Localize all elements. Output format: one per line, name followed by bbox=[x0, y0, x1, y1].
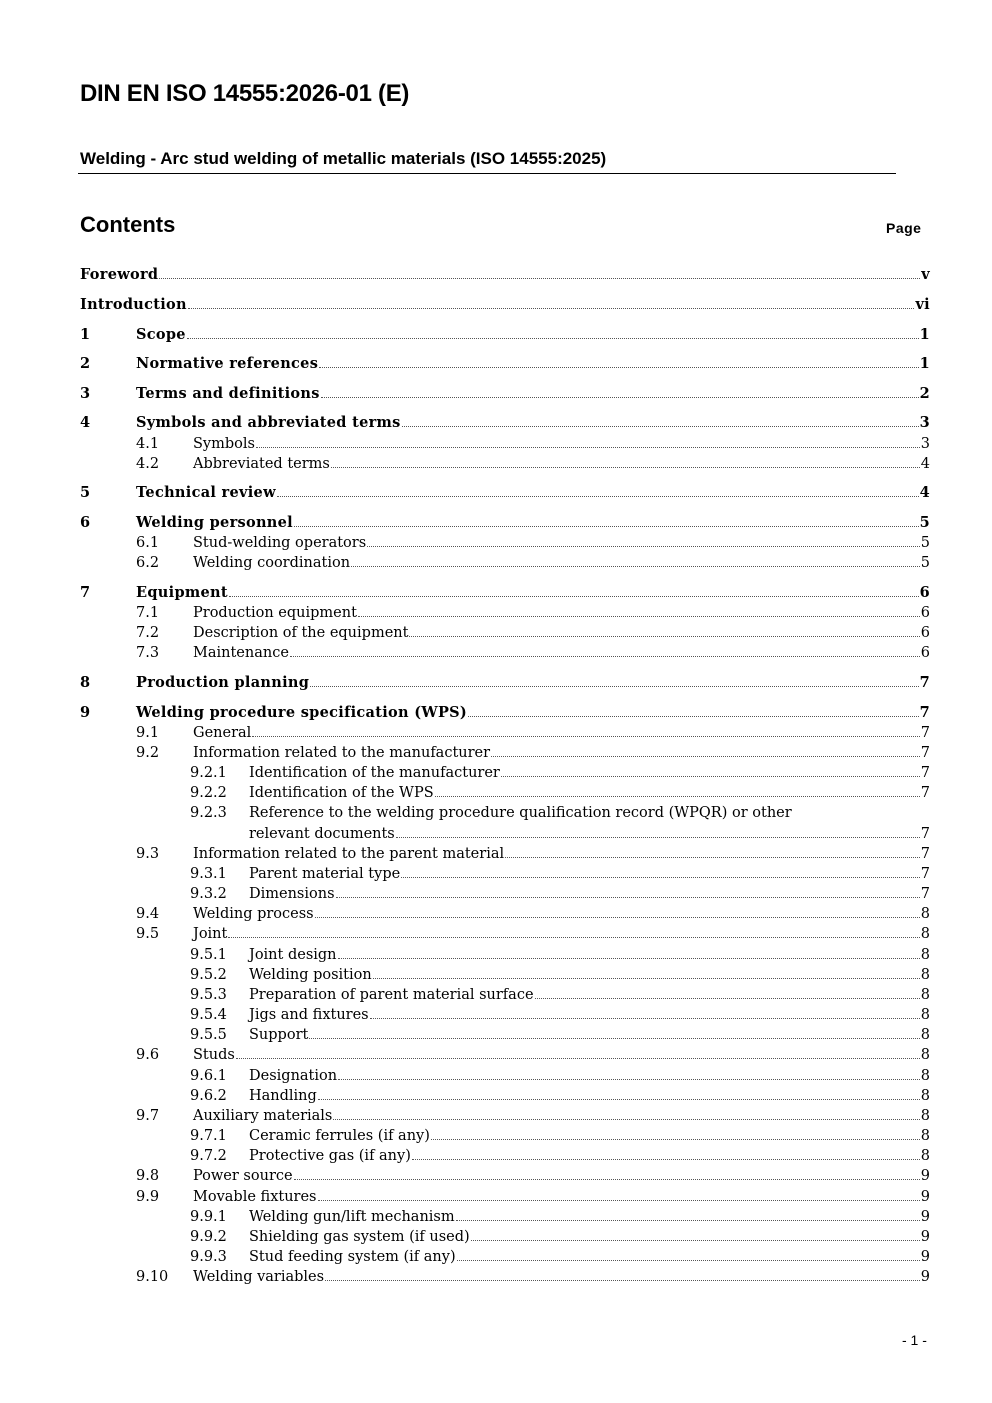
toc-entry-page: 6 bbox=[919, 584, 930, 601]
toc-entry-title: Handling bbox=[249, 1088, 317, 1104]
toc-entry-number: 9.5.2 bbox=[190, 967, 227, 983]
toc-entry-title-line bbox=[249, 965, 930, 985]
toc-entry-title-line bbox=[136, 703, 930, 723]
toc-entry-number: 7.2 bbox=[136, 625, 160, 641]
toc-entry-title-line bbox=[80, 265, 930, 285]
toc-entry[interactable] bbox=[0, 454, 992, 474]
dot-leader bbox=[228, 937, 919, 938]
toc-entry-page: 3 bbox=[919, 414, 930, 431]
dot-leader bbox=[333, 1119, 919, 1120]
dot-leader bbox=[412, 1159, 920, 1160]
dot-leader bbox=[318, 1200, 920, 1201]
toc-entry-number: 9.7.2 bbox=[190, 1148, 227, 1164]
toc-entry-title-line bbox=[136, 413, 930, 433]
toc-entry[interactable] bbox=[0, 265, 992, 285]
toc-entry[interactable] bbox=[0, 673, 992, 693]
document-title: DIN EN ISO 14555:2026-01 (E) bbox=[80, 80, 410, 107]
toc-entry-title-line bbox=[249, 1005, 930, 1025]
toc-entry[interactable] bbox=[0, 553, 992, 573]
toc-entry-title-line bbox=[193, 924, 930, 944]
dot-leader bbox=[373, 978, 920, 979]
toc-entry-title-line bbox=[136, 325, 930, 345]
toc-entry-title: Welding variables bbox=[193, 1269, 325, 1285]
toc-entry[interactable] bbox=[0, 384, 992, 404]
toc-entry-page: 9 bbox=[920, 1269, 930, 1285]
toc-entry-number: 7.3 bbox=[136, 645, 160, 661]
toc-entry-title-line bbox=[136, 384, 930, 404]
toc-entry-title: Jigs and fixtures bbox=[249, 1007, 369, 1023]
dot-leader bbox=[229, 596, 919, 597]
dot-leader bbox=[457, 1260, 920, 1261]
toc-entry-number: 9.5.1 bbox=[190, 947, 227, 963]
toc-entry[interactable] bbox=[0, 1207, 992, 1227]
toc-entry-page: 1 bbox=[919, 355, 930, 372]
dot-leader bbox=[319, 367, 918, 368]
toc-entry-title-line bbox=[193, 553, 930, 573]
toc-entry-title: Preparation of parent material surface bbox=[249, 987, 534, 1003]
toc-entry-page: 7 bbox=[920, 826, 930, 842]
toc-entry-number: 9.3 bbox=[136, 846, 160, 862]
toc-entry-page: 9 bbox=[920, 1249, 930, 1265]
toc-entry-page: 7 bbox=[920, 866, 930, 882]
toc-entry-title-line bbox=[249, 1227, 930, 1247]
toc-entry-page: v bbox=[921, 266, 930, 283]
toc-entry-title: Symbols and abbreviated terms bbox=[136, 414, 401, 431]
toc-entry-page: vi bbox=[915, 296, 930, 313]
toc-entry[interactable] bbox=[0, 924, 992, 944]
dot-leader bbox=[252, 736, 919, 737]
page-column-heading: Page bbox=[886, 220, 922, 236]
toc-entry[interactable] bbox=[0, 763, 992, 783]
dot-leader bbox=[318, 1099, 920, 1100]
dot-leader bbox=[236, 1058, 920, 1059]
toc-entry[interactable] bbox=[0, 1126, 992, 1146]
toc-entry[interactable] bbox=[0, 643, 992, 663]
dot-leader bbox=[336, 897, 920, 898]
toc-entry-title-line bbox=[193, 434, 930, 454]
toc-entry-number: 9.9.2 bbox=[190, 1229, 227, 1245]
toc-entry-number: 9.2.3 bbox=[190, 805, 227, 821]
toc-entry-page: 7 bbox=[920, 765, 930, 781]
toc-entry-page: 7 bbox=[919, 674, 930, 691]
toc-entry[interactable] bbox=[0, 295, 992, 315]
toc-entry-page: 5 bbox=[920, 535, 930, 551]
toc-entry[interactable] bbox=[0, 1045, 992, 1065]
toc-entry-page: 9 bbox=[920, 1189, 930, 1205]
toc-entry-title: Welding personnel bbox=[136, 514, 293, 531]
toc-entry-number: 1 bbox=[80, 326, 91, 343]
toc-entry[interactable] bbox=[0, 904, 992, 924]
toc-entry-page: 7 bbox=[920, 785, 930, 801]
dot-leader bbox=[256, 447, 920, 448]
toc-entry-page: 5 bbox=[919, 514, 930, 531]
toc-entry-title: Abbreviated terms bbox=[193, 456, 330, 472]
toc-entry-title-line bbox=[193, 1106, 930, 1126]
dot-leader bbox=[370, 1018, 920, 1019]
toc-entry[interactable] bbox=[0, 1005, 992, 1025]
toc-entry-title-line bbox=[249, 884, 930, 904]
dot-leader bbox=[331, 467, 920, 468]
toc-entry-number: 9.3.1 bbox=[190, 866, 227, 882]
toc-entry-title: Ceramic ferrules (if any) bbox=[249, 1128, 430, 1144]
toc-entry-page: 8 bbox=[920, 1128, 930, 1144]
toc-entry[interactable] bbox=[0, 434, 992, 454]
toc-entry-title: Welding procedure specification (WPS) bbox=[136, 704, 468, 721]
toc-entry[interactable] bbox=[0, 325, 992, 345]
document-subtitle: Welding - Arc stud welding of metallic materials (ISO 14555:2025) bbox=[80, 149, 607, 168]
toc-entry[interactable] bbox=[0, 805, 992, 844]
dot-leader bbox=[188, 308, 915, 309]
toc-entry-title-line bbox=[193, 1045, 930, 1065]
toc-entry[interactable] bbox=[0, 1066, 992, 1086]
toc-entry-title: Parent material type bbox=[249, 866, 401, 882]
toc-entry-page: 9 bbox=[920, 1229, 930, 1245]
toc-entry-number: 9.8 bbox=[136, 1168, 160, 1184]
toc-entry[interactable] bbox=[0, 723, 992, 743]
toc-entry-number: 9.9 bbox=[136, 1189, 160, 1205]
toc-entry[interactable] bbox=[0, 1166, 992, 1186]
toc-entry-number: 6.1 bbox=[136, 535, 160, 551]
toc-entry-title: Stud-welding operators bbox=[193, 535, 367, 551]
toc-entry-page: 8 bbox=[920, 906, 930, 922]
toc-entry[interactable] bbox=[0, 1086, 992, 1106]
toc-entry-title: Identification of the manufacturer bbox=[249, 765, 500, 781]
toc-entry-title-line bbox=[249, 824, 930, 844]
toc-entry-title: Production planning bbox=[136, 674, 310, 691]
toc-entry-title-line bbox=[249, 783, 930, 803]
toc-entry[interactable] bbox=[0, 844, 992, 864]
toc-entry-page: 7 bbox=[920, 846, 930, 862]
toc-entry[interactable] bbox=[0, 483, 992, 503]
toc-entry-number: 7.1 bbox=[136, 605, 160, 621]
toc-entry-title-line bbox=[193, 1267, 930, 1287]
toc-entry-title-line bbox=[136, 513, 930, 533]
toc-entry-title-first-line: Reference to the welding procedure qualification record (WPQR) or other bbox=[249, 805, 792, 821]
toc-entry-title: Terms and definitions bbox=[136, 385, 320, 402]
toc-entry-page: 9 bbox=[920, 1209, 930, 1225]
toc-entry-title-line bbox=[193, 844, 930, 864]
toc-entry-title: Scope bbox=[136, 326, 186, 343]
toc-entry-page: 8 bbox=[920, 1108, 930, 1124]
toc-entry-title: Welding process bbox=[193, 906, 314, 922]
toc-entry[interactable] bbox=[0, 1227, 992, 1247]
toc-entry[interactable] bbox=[0, 985, 992, 1005]
dot-leader bbox=[435, 796, 920, 797]
toc-entry-title-line bbox=[193, 643, 930, 663]
toc-entry-title-line bbox=[136, 483, 930, 503]
toc-entry-title: Introduction bbox=[80, 296, 187, 313]
toc-entry-number: 9.7 bbox=[136, 1108, 160, 1124]
toc-entry-title-line bbox=[249, 1126, 930, 1146]
toc-entry-title-line bbox=[136, 583, 930, 603]
toc-entry-title-line bbox=[136, 673, 930, 693]
toc-entry[interactable] bbox=[0, 533, 992, 553]
toc-entry-page: 7 bbox=[920, 745, 930, 761]
toc-entry-title-line bbox=[193, 603, 930, 623]
toc-entry[interactable] bbox=[0, 1025, 992, 1045]
toc-entry-number: 9.5.4 bbox=[190, 1007, 227, 1023]
toc-entry-title-line bbox=[193, 1187, 930, 1207]
dot-leader bbox=[290, 656, 920, 657]
dot-leader bbox=[321, 397, 919, 398]
toc-entry-page: 9 bbox=[920, 1168, 930, 1184]
toc-entry-title-line bbox=[193, 723, 930, 743]
toc-entry-page: 7 bbox=[920, 725, 930, 741]
toc-entry-number: 9.9.3 bbox=[190, 1249, 227, 1265]
dot-leader bbox=[309, 1038, 919, 1039]
toc-entry-title: Power source bbox=[193, 1168, 293, 1184]
toc-entry-number: 3 bbox=[80, 385, 91, 402]
toc-entry-number: 9 bbox=[80, 704, 91, 721]
dot-leader bbox=[315, 917, 920, 918]
toc-entry[interactable] bbox=[0, 1247, 992, 1267]
toc-entry-title: Studs bbox=[193, 1047, 235, 1063]
toc-entry-number: 9.4 bbox=[136, 906, 160, 922]
toc-entry[interactable] bbox=[0, 603, 992, 623]
toc-entry-title-line bbox=[193, 454, 930, 474]
toc-entry-number: 6.2 bbox=[136, 555, 160, 571]
dot-leader bbox=[310, 686, 918, 687]
toc-entry[interactable] bbox=[0, 583, 992, 603]
dot-leader bbox=[396, 837, 920, 838]
toc-entry-page: 8 bbox=[920, 967, 930, 983]
dot-leader bbox=[367, 546, 920, 547]
toc-entry-number: 9.3.2 bbox=[190, 886, 227, 902]
dot-leader bbox=[501, 776, 920, 777]
toc-entry-number: 6 bbox=[80, 514, 91, 531]
toc-entry-title-line bbox=[249, 985, 930, 1005]
toc-entry-title: Technical review bbox=[136, 484, 276, 501]
toc-entry-title-line bbox=[249, 1086, 930, 1106]
toc-entry-number: 5 bbox=[80, 484, 91, 501]
dot-leader bbox=[351, 566, 920, 567]
toc-entry-page: 8 bbox=[920, 1027, 930, 1043]
toc-entry-page: 3 bbox=[920, 436, 930, 452]
dot-leader bbox=[409, 636, 919, 637]
toc-entry[interactable] bbox=[0, 354, 992, 374]
toc-entry-page: 8 bbox=[920, 1068, 930, 1084]
dot-leader bbox=[277, 496, 919, 497]
toc-entry-title-line bbox=[249, 1025, 930, 1045]
toc-entry-number: 8 bbox=[80, 674, 91, 691]
toc-entry[interactable] bbox=[0, 1187, 992, 1207]
toc-entry-title-line bbox=[193, 904, 930, 924]
toc-entry-title: Welding coordination bbox=[193, 555, 351, 571]
toc-entry-title: Protective gas (if any) bbox=[249, 1148, 411, 1164]
toc-entry-title: Support bbox=[249, 1027, 309, 1043]
toc-entry-title-line bbox=[249, 1146, 930, 1166]
toc-entry-page: 8 bbox=[920, 1047, 930, 1063]
toc-entry-page: 8 bbox=[920, 1088, 930, 1104]
toc-entry-title-line bbox=[249, 1207, 930, 1227]
toc-entry-title: Description of the equipment bbox=[193, 625, 409, 641]
dot-leader bbox=[402, 426, 919, 427]
toc-entry-page: 6 bbox=[920, 625, 930, 641]
toc-entry-number: 9.5 bbox=[136, 926, 160, 942]
toc-entry-number: 4.2 bbox=[136, 456, 160, 472]
toc-entry-page: 6 bbox=[920, 605, 930, 621]
toc-entry-title: Normative references bbox=[136, 355, 319, 372]
toc-entry-page: 5 bbox=[920, 555, 930, 571]
toc-entry[interactable] bbox=[0, 413, 992, 433]
toc-entry-title-line bbox=[193, 743, 930, 763]
toc-entry-title: Movable fixtures bbox=[193, 1189, 317, 1205]
dot-leader bbox=[338, 1079, 920, 1080]
toc-entry-number: 4 bbox=[80, 414, 91, 431]
toc-entry-title-line bbox=[193, 1166, 930, 1186]
dot-leader bbox=[338, 958, 920, 959]
toc-entry-number: 9.2 bbox=[136, 745, 160, 761]
dot-leader bbox=[535, 998, 920, 999]
toc-entry-title: Shielding gas system (if used) bbox=[249, 1229, 470, 1245]
page-number-footer: - 1 - bbox=[902, 1332, 927, 1348]
dot-leader bbox=[187, 338, 919, 339]
toc-entry-number: 9.6 bbox=[136, 1047, 160, 1063]
toc-entry-page: 8 bbox=[920, 987, 930, 1003]
dot-leader bbox=[468, 716, 919, 717]
toc-entry-page: 6 bbox=[920, 645, 930, 661]
toc-entry[interactable] bbox=[0, 965, 992, 985]
toc-entry[interactable] bbox=[0, 513, 992, 533]
dot-leader bbox=[294, 526, 919, 527]
toc-entry-number: 9.7.1 bbox=[190, 1128, 227, 1144]
toc-entry-title: Information related to the parent material bbox=[193, 846, 505, 862]
toc-entry-title: Welding position bbox=[249, 967, 372, 983]
toc-entry-title: Foreword bbox=[80, 266, 159, 283]
toc-entry-title-line bbox=[249, 864, 930, 884]
toc-entry-title: Equipment bbox=[136, 584, 228, 601]
toc-entry-page: 8 bbox=[920, 926, 930, 942]
toc-entry-page: 8 bbox=[920, 947, 930, 963]
toc-entry-title: Designation bbox=[249, 1068, 338, 1084]
toc-entry-title: Production equipment bbox=[193, 605, 357, 621]
toc-entry-title: General bbox=[193, 725, 252, 741]
toc-entry[interactable] bbox=[0, 783, 992, 803]
toc-entry-page: 7 bbox=[919, 704, 930, 721]
toc-entry-number: 9.5.3 bbox=[190, 987, 227, 1003]
dot-leader bbox=[431, 1139, 920, 1140]
toc-entry-number: 4.1 bbox=[136, 436, 160, 452]
toc-entry-number: 9.10 bbox=[136, 1269, 169, 1285]
contents-heading: Contents bbox=[80, 212, 176, 237]
toc-entry-page: 4 bbox=[919, 484, 930, 501]
toc-entry-title-line bbox=[249, 1247, 930, 1267]
toc-entry-page: 2 bbox=[919, 385, 930, 402]
toc-entry-number: 9.6.1 bbox=[190, 1068, 227, 1084]
dot-leader bbox=[294, 1179, 920, 1180]
toc-entry-title: Joint design bbox=[249, 947, 337, 963]
toc-entry-title-line bbox=[249, 763, 930, 783]
toc-entry-title-line bbox=[80, 295, 930, 315]
toc-entry-page: 8 bbox=[920, 1007, 930, 1023]
toc-entry[interactable] bbox=[0, 1106, 992, 1126]
toc-entry-number: 9.6.2 bbox=[190, 1088, 227, 1104]
toc-entry-page: 8 bbox=[920, 1148, 930, 1164]
toc-entry-title: Identification of the WPS bbox=[249, 785, 434, 801]
toc-entry-title-line bbox=[193, 623, 930, 643]
toc-entry-number: 7 bbox=[80, 584, 91, 601]
dot-leader bbox=[505, 857, 920, 858]
toc-entry-title: Stud feeding system (if any) bbox=[249, 1249, 456, 1265]
toc-entry-title-line bbox=[249, 1066, 930, 1086]
toc-entry[interactable] bbox=[0, 703, 992, 723]
toc-entry-page: 1 bbox=[919, 326, 930, 343]
toc-entry[interactable] bbox=[0, 743, 992, 763]
toc-entry-title: Maintenance bbox=[193, 645, 289, 661]
dot-leader bbox=[491, 756, 920, 757]
toc-entry[interactable] bbox=[0, 623, 992, 643]
dot-leader bbox=[159, 278, 920, 279]
toc-entry-number: 9.1 bbox=[136, 725, 160, 741]
toc-entry-number: 9.2.1 bbox=[190, 765, 227, 781]
toc-entry[interactable] bbox=[0, 1146, 992, 1166]
toc-entry-title: Auxiliary materials bbox=[193, 1108, 333, 1124]
dot-leader bbox=[456, 1220, 920, 1221]
dot-leader bbox=[401, 877, 920, 878]
toc-entry-page: 4 bbox=[920, 456, 930, 472]
toc-entry-number: 9.2.2 bbox=[190, 785, 227, 801]
toc-entry-number: 9.9.1 bbox=[190, 1209, 227, 1225]
toc-entry[interactable] bbox=[0, 945, 992, 965]
toc-entry-number: 2 bbox=[80, 355, 91, 372]
toc-entry-title-line bbox=[136, 354, 930, 374]
toc-entry-title: relevant documents bbox=[249, 826, 395, 842]
toc-entry-title-line bbox=[193, 533, 930, 553]
dot-leader bbox=[325, 1280, 920, 1281]
toc-entry-page: 7 bbox=[920, 886, 930, 902]
toc-entry[interactable] bbox=[0, 1267, 992, 1287]
toc-entry-title: Symbols bbox=[193, 436, 255, 452]
toc-entry-title: Information related to the manufacturer bbox=[193, 745, 491, 761]
toc-entry[interactable] bbox=[0, 864, 992, 884]
toc-entry[interactable] bbox=[0, 884, 992, 904]
toc-entry-title: Dimensions bbox=[249, 886, 335, 902]
dot-leader bbox=[358, 616, 920, 617]
dot-leader bbox=[471, 1240, 920, 1241]
toc-entry-number: 9.5.5 bbox=[190, 1027, 227, 1043]
toc-entry-title: Welding gun/lift mechanism bbox=[249, 1209, 455, 1225]
toc-entry-title: Joint bbox=[193, 926, 228, 942]
toc-entry-title-line bbox=[249, 945, 930, 965]
